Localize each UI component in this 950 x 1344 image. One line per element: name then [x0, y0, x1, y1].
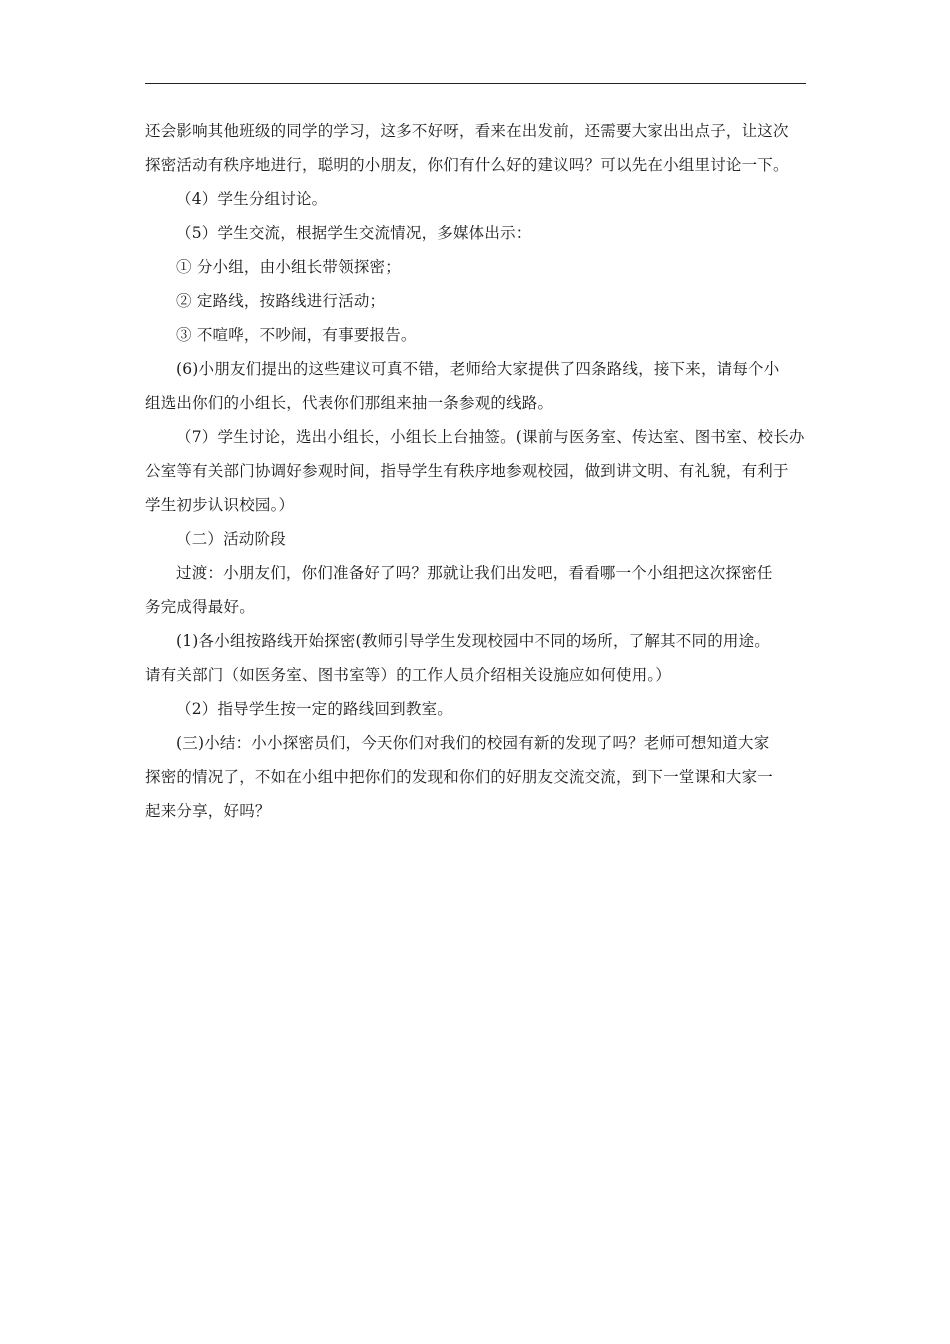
text-line: 探密的情况了，不如在小组中把你们的发现和你们的好朋友交流交流，到下一堂课和大家一 — [145, 768, 774, 786]
text-line: 过渡：小朋友们，你们准备好了吗？那就让我们出发吧，看看哪一个小组把这次探密任 — [176, 564, 773, 582]
text-line: 起来分享，好吗？ — [145, 802, 271, 820]
text-line: 务完成得最好。 — [145, 598, 255, 616]
text-line: 请有关部门（如医务室、图书室等）的工作人员介绍相关设施应如何使用。） — [145, 666, 672, 684]
header-rule — [145, 83, 806, 84]
text-line: ① 分小组，由小组长带领探密； — [176, 258, 401, 276]
text-line: ② 定路线，按路线进行活动； — [176, 292, 386, 310]
text-line: （2）指导学生按一定的路线回到教室。 — [176, 700, 453, 718]
text-line: (三)小结：小小探密员们，今天你们对我们的校园有新的发现了吗？老师可想知道大家 — [176, 734, 770, 752]
text-line: 组选出你们的小组长，代表你们那组来抽一条参观的线路。 — [145, 394, 554, 412]
text-line: 学生初步认识校园。） — [145, 496, 295, 514]
text-line: 公室等有关部门协调好参观时间，指导学生有秩序地参观校园，做到讲文明、有礼貌，有利于 — [145, 462, 789, 480]
text-line: （7）学生讨论，选出小组长，小组长上台抽签。(课前与医务室、传达室、图书室、校长办 — [176, 428, 805, 446]
text-line: (1)各小组按路线开始探密(教师引导学生发现校园中不同的场所，了解其不同的用途。 — [176, 632, 771, 650]
text-line: （二）活动阶段 — [176, 530, 286, 548]
text-line: 探密活动有秩序地进行，聪明的小朋友，你们有什么好的建议吗？可以先在小组里讨论一下。 — [145, 156, 789, 174]
text-line: (6)小朋友们提出的这些建议可真不错，老师给大家提供了四条路线，接下来，请每个小 — [176, 360, 780, 378]
document-body — [145, 114, 810, 828]
text-line: 还会影响其他班级的同学的学习，这多不好呀，看来在出发前，还需要大家出出点子，让这次 — [145, 122, 789, 140]
text-line: ③ 不喧哗，不吵闹，有事要报告。 — [176, 326, 417, 344]
text-line: （5）学生交流，根据学生交流情况，多媒体出示： — [176, 224, 532, 242]
text-line: （4）学生分组讨论。 — [176, 190, 328, 208]
